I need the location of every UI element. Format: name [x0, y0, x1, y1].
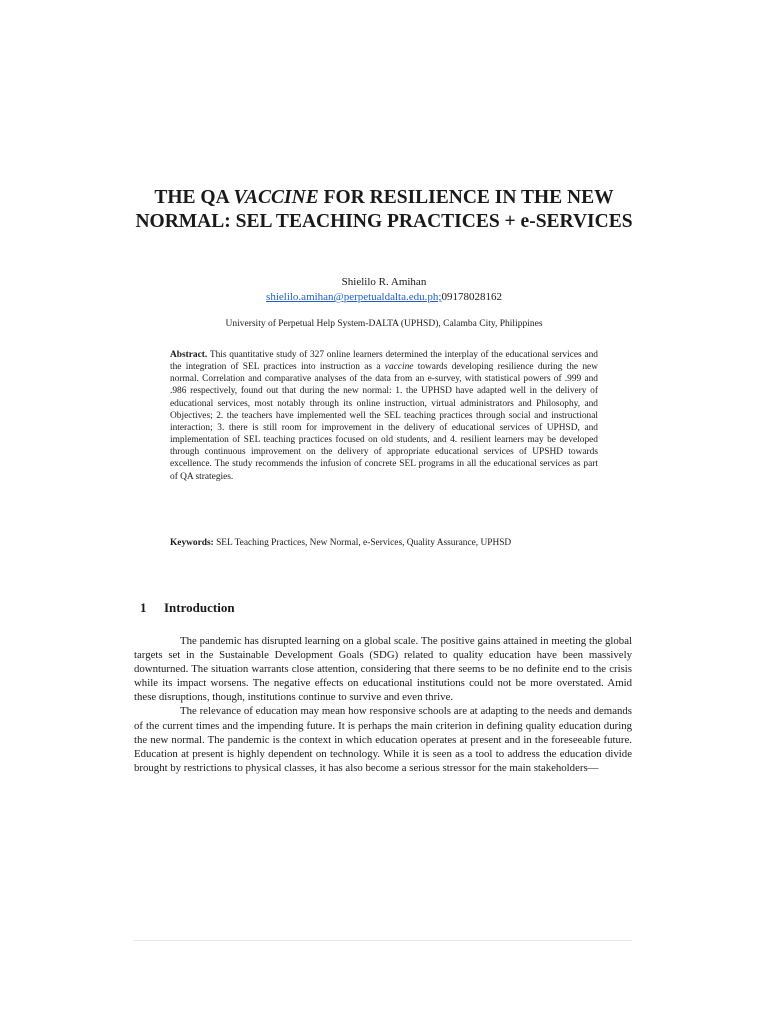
abstract-text-a: This quantitative study of 327 online learners determined the interplay of the educational services and the integration of SEL practices into instruction as a — [170, 350, 598, 373]
section-title: Introduction — [164, 600, 235, 615]
paper-title — [134, 186, 634, 234]
title-italic-word: VACCINE — [233, 187, 319, 208]
section-number: 1 — [140, 600, 147, 615]
abstract-text-b: towards developing resilience during the new normal. Correlation and comparative analyses of the data from an e-survey, with statistical powers of .999 and .986 respectively, found out that during the new normal: 1. the UPHSD have adapted well in the delivery of educational services, most notably through its online instruction, virtual administrators and Philosophy, and Objectives; 2. the teachers have implemented well the SEL teaching practices through social and instructional interaction; 3. there is still room for improvement in the delivery of educational services of UPHSD, and implementation of SEL teaching practices focused on old students, and 4. resilient learners may be developed through continuous improvement on the delivery of appropriate educational services of UPSHD towards excellence. The study recommends the infusion of concrete SEL programs in all the educational services as part of QA strategies. — [170, 362, 598, 482]
phone-number: 09178028162 — [441, 291, 502, 303]
paragraph: The pandemic has disrupted learning on a global scale. The positive gains attained in meeting the global targets set in the Sustainable Development Goals (SDG) related to quality education have been massively downturned. The situation warrants close attention, considering that there seems to be no definite end to the crisis while its impact worsens. The negative effects on educational institutions could not be more overstated. Amid these disruptions, though, institutions continue to survive and even thrive. — [134, 635, 632, 704]
keywords-text: SEL Teaching Practices, New Normal, e-Services, Quality Assurance, UPHSD — [213, 538, 512, 548]
email-link[interactable]: shielilo.amihan@perpetualdalta.edu.ph; — [266, 291, 442, 303]
abstract-label: Abstract. — [170, 350, 208, 360]
footer-divider — [134, 940, 632, 941]
keywords-label: Keywords: — [170, 538, 214, 548]
abstract-italic-word: vaccine — [384, 362, 414, 373]
keywords — [170, 537, 610, 550]
title-part-2: FOR RESILIENCE IN THE NEW NORMAL: SEL TEACHING PRACTICES + e-SERVICES — [135, 187, 633, 232]
abstract — [170, 349, 598, 483]
section-heading — [140, 600, 235, 616]
author-name: Shielilo R. Amihan — [341, 276, 427, 288]
paragraph: The relevance of education may mean how responsive schools are at adapting to the needs and demands of the current times and the impending future. It is perhaps the main criterion in defining quality education during the new normal. The pandemic is the context in which education operates at present and in the foreseeable future. Education at present is highly dependent on technology. While it is seen as a tool to address the education divide brought by restrictions to physical classes, it has also become a serious stressor for the main stakeholders— — [134, 705, 632, 774]
author-contact — [134, 290, 634, 304]
title-part-1: THE QA — [154, 187, 234, 208]
introduction-body — [134, 634, 632, 775]
affiliation: University of Perpetual Help System-DALTA (UPHSD), Calamba City, Philippines — [225, 319, 543, 329]
